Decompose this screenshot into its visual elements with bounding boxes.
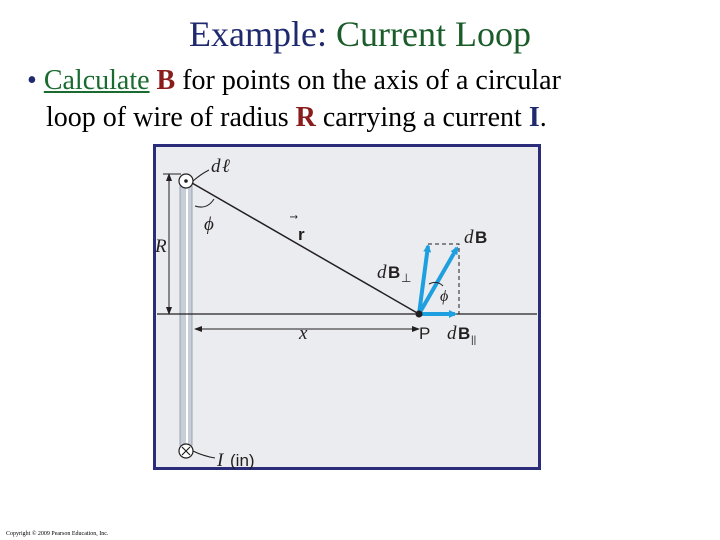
keyword-calculate: Calculate: [43, 65, 150, 96]
label-dbpar-b: B: [458, 324, 471, 343]
label-dbperp-d: d: [377, 262, 387, 283]
label-dl-l: ℓ: [222, 156, 230, 177]
label-dl-d: d: [211, 156, 221, 177]
bullet-marker: •: [27, 65, 37, 96]
bullet-line-1: [27, 62, 707, 99]
bullet-text-2: loop of wire of radius: [46, 102, 296, 133]
label-dbperp-b: B: [388, 263, 401, 282]
bullet-line-2: [46, 99, 720, 136]
symbol-b: B: [156, 65, 176, 96]
title-topic: Current Loop: [335, 14, 531, 54]
slide-title: [0, 12, 720, 56]
label-r-radius: R: [155, 236, 167, 257]
label-point-p: P: [419, 324, 431, 343]
label-r-vector: r: [298, 225, 305, 244]
label-phi-top: ϕ: [204, 214, 214, 235]
label-phi-bottom: ϕ: [440, 288, 449, 305]
title-prefix: Example:: [189, 14, 336, 54]
copyright-notice: Copyright © 2009 Pearson Education, Inc.: [6, 531, 109, 537]
label-dbperp-sub: ⊥: [401, 271, 412, 285]
symbol-i: I: [528, 102, 540, 133]
current-out-dot: [184, 179, 188, 183]
label-x: x: [299, 323, 308, 344]
current-loop-figure: [153, 144, 541, 470]
current-loop-diagram: [153, 144, 541, 470]
point-p-marker: [416, 311, 423, 318]
label-current-in: (in): [230, 451, 255, 470]
label-db-d: d: [464, 227, 474, 248]
label-current-i: I: [217, 450, 224, 470]
label-dbpar-d: d: [447, 323, 457, 344]
bullet-text-1: for points on the axis of a circular: [175, 65, 561, 96]
symbol-r: R: [295, 102, 316, 133]
bullet-text-3: carrying a current: [315, 102, 529, 133]
bullet-text-4: .: [539, 102, 547, 133]
label-dbpar-sub: ||: [471, 335, 477, 346]
label-db-b: B: [475, 228, 488, 247]
